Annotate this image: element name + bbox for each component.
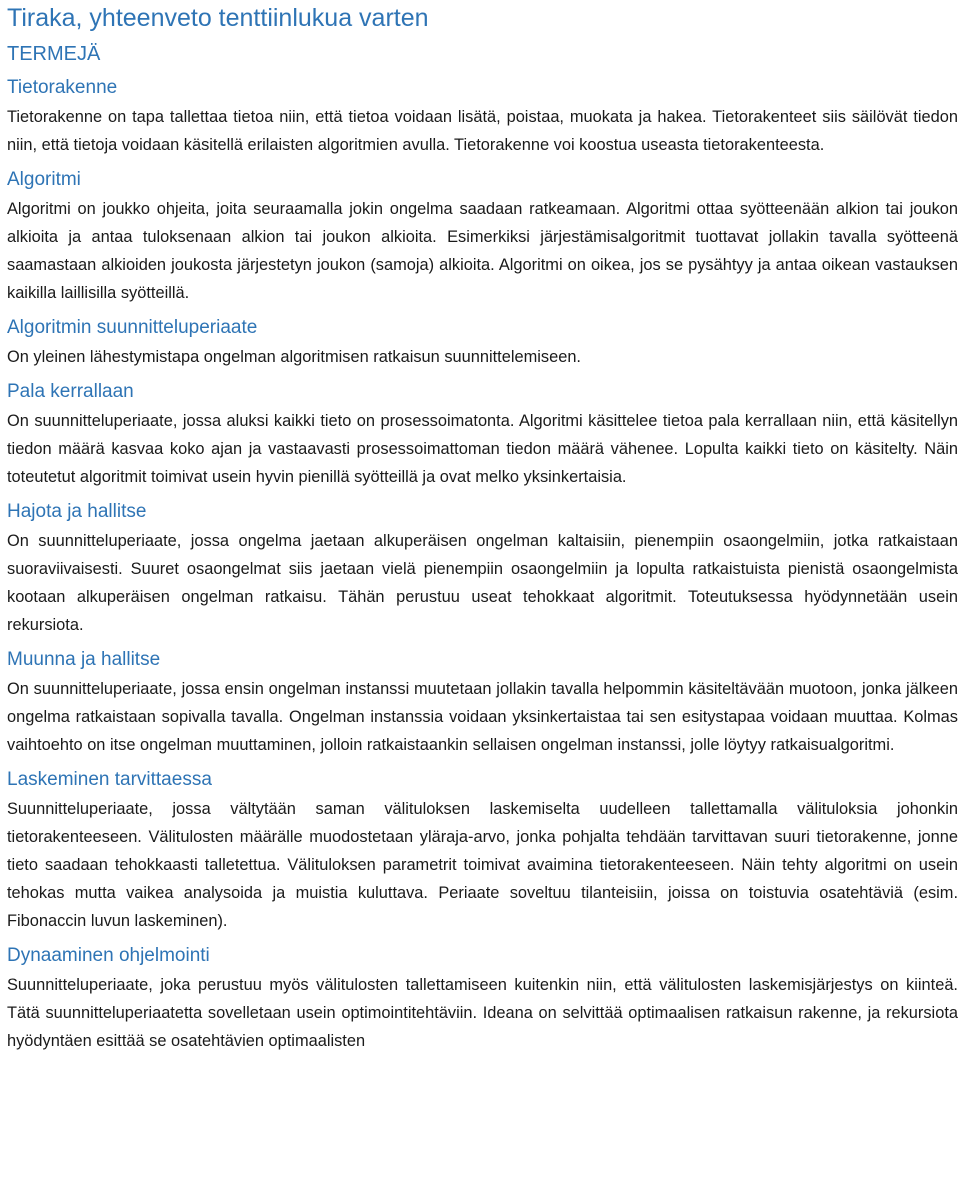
section-paragraph: Algoritmi on joukko ohjeita, joita seuraamalla jokin ongelma saadaan ratkeamaan. Algoritmi ottaa syötteenään alkion tai joukon alkioita ja antaa tuloksenaan alkion tai joukon alkioita. Esimerkiksi järjestämisalgoritmit tuottavat jollakin tavalla syötteenä saamastaan alkioiden joukosta järjestetyn joukon (samoja) alkioita. Algoritmi on oikea, jos se pysähtyy ja antaa oikean vastauksen kaikilla laillisilla syötteillä. [7,200,958,302]
document-title: Tiraka, yhteenveto tenttiinlukua varten [7,4,429,32]
section-hajota-ja-hallitse [7,499,958,639]
section-heading: Muunna ja hallitse [7,649,161,670]
section-heading: Tietorakenne [7,77,118,98]
section-paragraph: Suunnitteluperiaate, joka perustuu myös välitulosten tallettamiseen kuitenkin niin, että välitulosten laskemisjärjestys on kiinteä. Tätä suunnitteluperiaatetta sovelletaan usein optimointitehtäviin. Ideana on selvittää optimaalisen ratkaisun rakenne, ja rekursiota hyödyntäen esittää se osatehtävien optimaalisten [7,976,958,1050]
document-page [7,0,958,1055]
section-heading: Laskeminen tarvittaessa [7,769,212,790]
section-paragraph: Tietorakenne on tapa tallettaa tietoa niin, että tietoa voidaan lisätä, poistaa, muokata ja hakea. Tietorakenteet siis säilövät tiedon niin, että tietoja voidaan käsitellä erilaisten algoritmien avulla. Tietorakenne voi koostua useasta tietorakenteesta. [7,108,958,154]
section-heading: Hajota ja hallitse [7,501,147,522]
section-paragraph: On suunnitteluperiaate, jossa ensin ongelman instanssi muutetaan jollakin tavalla helpommin käsiteltävään muotoon, jonka jälkeen ongelma ratkaistaan sopivalla tavalla. Ongelman instanssia voidaan yksinkertaistaa tai sen esitystapaa voidaan muuttaa. Kolmas vaihtoehto on itse ongelman muuttaminen, jolloin ratkaistaankin sellaisen ongelman instanssi, jolle löytyy ratkaisualgoritmi. [7,680,958,754]
section-laskeminen-tarvittaessa [7,767,958,935]
section-heading: Algoritmi [7,169,81,190]
section-algoritmi [7,167,958,307]
section-muunna-ja-hallitse [7,647,958,759]
section-heading: Dynaaminen ohjelmointi [7,945,210,966]
section-dynaaminen-ohjelmointi [7,943,958,1055]
section-paragraph: Suunnitteluperiaate, jossa vältytään saman välituloksen laskemiselta uudelleen tallettamalla välituloksia johonkin tietorakenteeseen. Välitulosten määrälle muodostetaan yläraja-arvo, jonka pohjalta tehdään tarvittavan suuri tietorakenne, jonne tieto saadaan tehokkaasti talletettua. Välituloksen parametrit toimivat avaimina tietorakenteeseen. Näin tehty algoritmi on usein tehokas mutta vaikea analysoida ja muistia kuluttava. Periaate soveltuu tilanteisiin, joissa on toistuvia osatehtäviä (esim. Fibonaccin luvun laskeminen). [7,800,958,930]
section-tietorakenne [7,75,958,159]
section-paragraph: On suunnitteluperiaate, jossa aluksi kaikki tieto on prosessoimatonta. Algoritmi käsittelee tietoa pala kerrallaan niin, että käsitellyn tiedon määrä kasvaa koko ajan ja vastaavasti prosessoimattoman tiedon määrä vähenee. Lopulta kaikki tieto on käsitelty. Näin toteutetut algoritmit toimivat usein hyvin pienillä syötteillä ja ovat melko yksinkertaisia. [7,412,958,486]
section-heading: Pala kerrallaan [7,381,134,402]
section-pala-kerrallaan [7,379,958,491]
section-algoritmin-suunnitteluperiaate [7,315,958,371]
section-paragraph: On suunnitteluperiaate, jossa ongelma jaetaan alkuperäisen ongelman kaltaisiin, pienempiin osaongelmiin, jotka ratkaistaan suoraviivaisesti. Suuret osaongelmat siis jaetaan vielä pienempiin osaongelmiin ja lopulta ratkaistuista pienistä osaongelmista kootaan alkuperäisen ongelman ratkaisu. Tähän perustuu useat tehokkaat algoritmit. Toteutuksessa hyödynnetään usein rekursiota. [7,532,958,634]
part-title: TERMEJÄ [7,43,101,65]
section-paragraph: On yleinen lähestymistapa ongelman algoritmisen ratkaisun suunnittelemiseen. [7,348,581,366]
section-heading: Algoritmin suunnitteluperiaate [7,317,258,338]
